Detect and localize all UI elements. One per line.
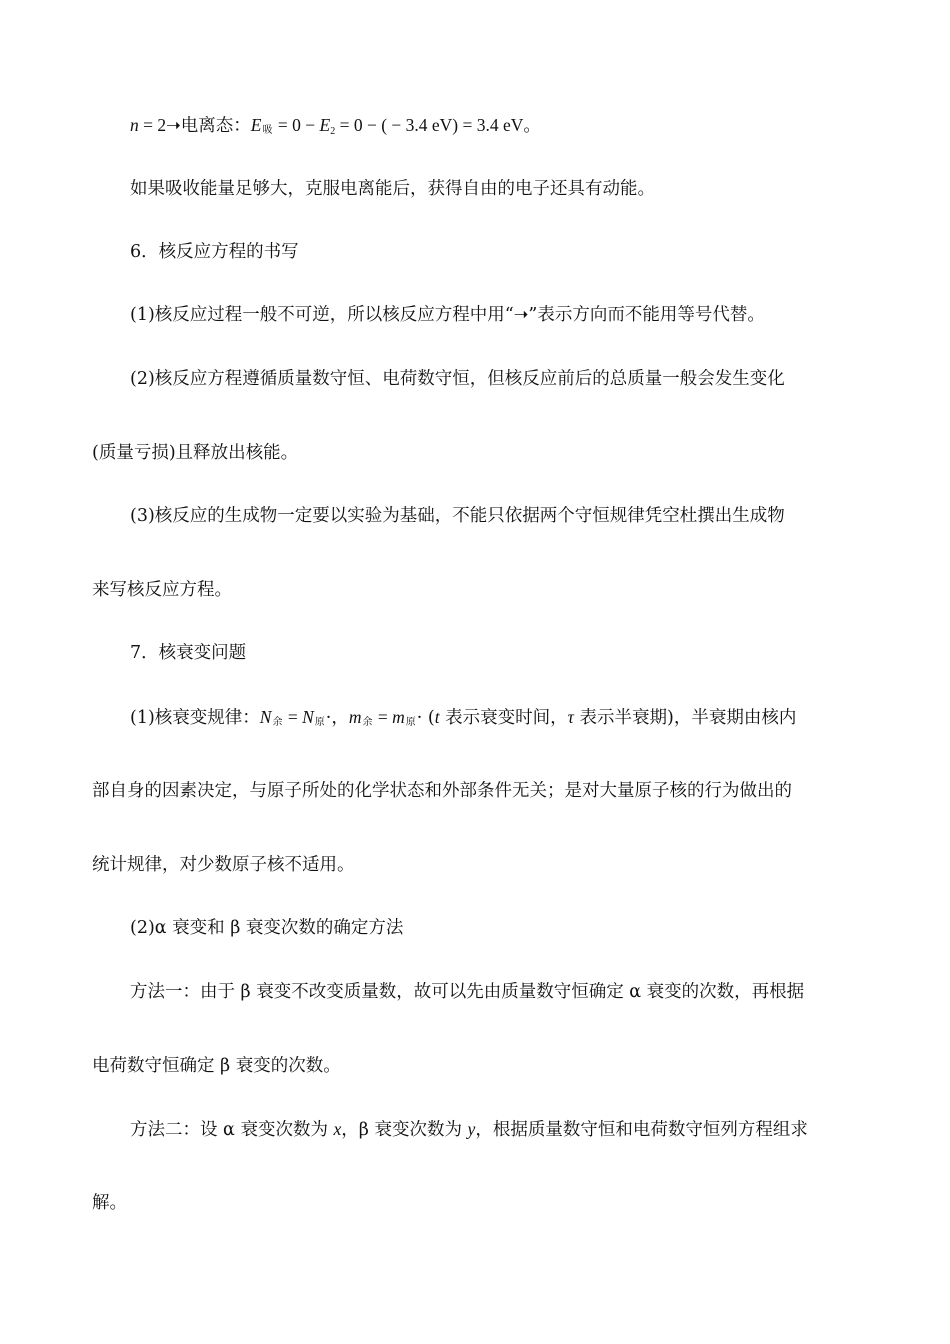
paragraph-products-1: (3)核反应的生成物一定要以实验为基础，不能只依据两个守恒规律凭空杜撰出生成物 — [130, 506, 785, 526]
heading-nuclear-equation: 6．核反应方程的书写 — [130, 242, 299, 262]
paragraph-method-one-1: 方法一：由于 β 衰变不改变质量数，故可以先由质量数守恒确定 α 衰变的次数，再根据 — [130, 982, 805, 1002]
var-E-absorb: E — [250, 115, 262, 135]
paragraph-decay-law-1: (1)核衰变规律：$N_余 = N_原\cdot$，$m_余 = m_原\cdot (t$ 表示衰变时间，τ 表示半衰期)，半衰期由核内 — [130, 707, 797, 728]
paragraph-method-two-1: 方法二：设 α 衰变次数为 x，β 衰变次数为 y，根据质量数守恒和电荷数守恒列方程组求 — [130, 1119, 808, 1140]
ionization-energy-line: n = 2➝电离态：$E_吸 = 0 - E2 = 0$ − ( − 3.4 eV) = 3.4 eV。 — [130, 115, 541, 137]
paragraph-conservation-1: (2)核反应方程遵循质量数守恒、电荷数守恒，但核反应前后的总质量一般会发生变化 — [130, 369, 785, 389]
paragraph-kinetic-energy: 如果吸收能量足够大，克服电离能后，获得自由的电子还具有动能。 — [130, 179, 655, 199]
arrow-icon: ➝ — [166, 115, 181, 135]
paragraph-irreversible: (1)核反应过程一般不可逆，所以核反应方程中用“➝”表示方向而不能用等号代替。 — [130, 305, 765, 325]
heading-decay: 7．核衰变问题 — [130, 643, 247, 663]
heading-decay-count: (2)α 衰变和 β 衰变次数的确定方法 — [130, 918, 404, 938]
var-n: n — [130, 115, 139, 135]
paragraph-method-two-2: 解。 — [92, 1193, 127, 1213]
paragraph-decay-law-3: 统计规律，对少数原子核不适用。 — [92, 855, 355, 875]
paragraph-method-one-2: 电荷数守恒确定 β 衰变的次数。 — [92, 1056, 341, 1076]
paragraph-conservation-2: (质量亏损)且释放出核能。 — [92, 443, 299, 463]
paragraph-decay-law-2: 部自身的因素决定，与原子所处的化学状态和外部条件无关；是对大量原子核的行为做出的 — [92, 781, 792, 801]
paragraph-products-2: 来写核反应方程。 — [92, 580, 232, 600]
var-E2: E — [319, 115, 331, 135]
